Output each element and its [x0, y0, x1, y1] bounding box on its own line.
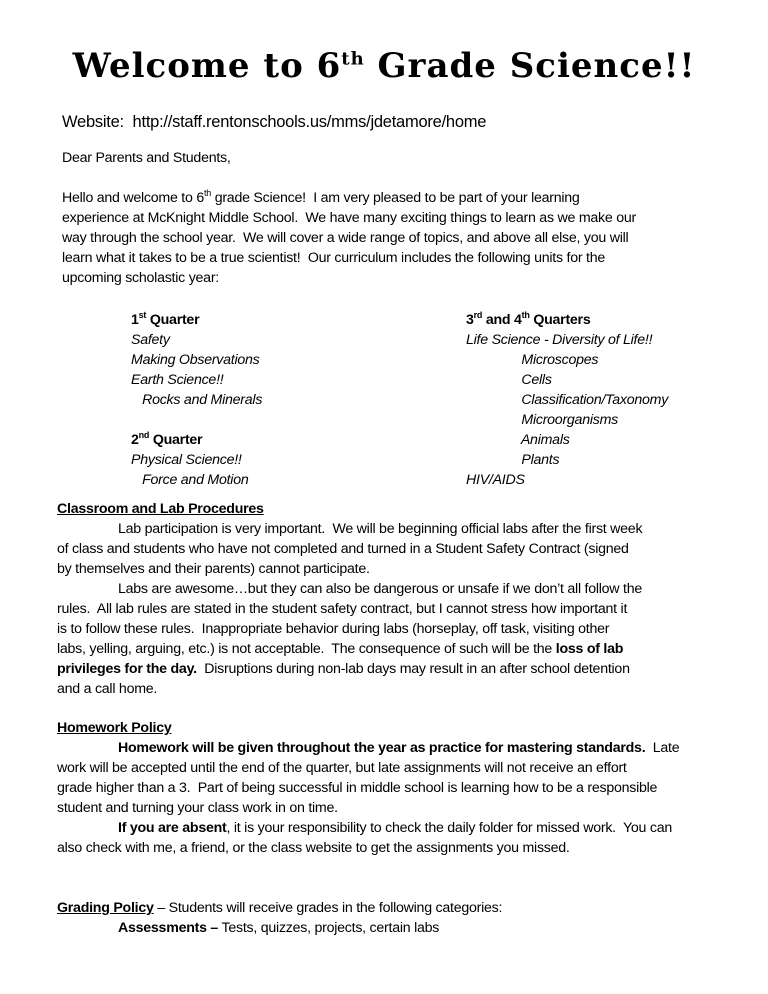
text-run: 1	[131, 312, 139, 328]
text-line	[57, 539, 642, 559]
text-line	[62, 248, 636, 268]
text-run: HIV/AIDS	[466, 472, 525, 488]
title-superscript: th	[341, 48, 365, 70]
text-run: rules. All lab rules are stated in the student safety contract, but I cannot stress how important it	[57, 601, 628, 617]
text-run: Plants	[466, 452, 560, 468]
text-line	[131, 350, 262, 370]
text-run: Cells	[466, 372, 552, 388]
text-run: Tests, quizzes, projects, certain labs	[218, 920, 440, 936]
section-heading: Grading Policy	[57, 900, 154, 916]
text-run: Website: http://staff.rentonschools.us/mms/jdetamore/home	[62, 113, 487, 131]
text-run: privileges for the day.	[57, 661, 197, 677]
text-line	[57, 838, 679, 858]
text-line	[131, 450, 262, 470]
text-line	[57, 918, 502, 938]
text-run: Quarter	[146, 312, 200, 328]
text-line	[57, 559, 642, 579]
text-run: Assessments –	[118, 920, 219, 936]
text-run: Rocks and Minerals	[131, 392, 263, 408]
text-run: nd	[138, 430, 150, 440]
text-line	[131, 390, 262, 410]
text-run: If you are absent	[118, 820, 227, 836]
text-line	[62, 112, 486, 132]
text-line	[62, 148, 231, 168]
text-run: experience at McKnight Middle School. We have many exciting things to learn as we make our	[62, 210, 636, 226]
text-line	[466, 410, 668, 430]
text-run: labs, yelling, arguing, etc.) is not acceptable. The consequence of such will be the	[57, 641, 556, 657]
text-line	[466, 330, 668, 350]
text-run: th	[203, 188, 211, 198]
text-line	[131, 470, 262, 490]
homework-policy-section	[57, 718, 679, 858]
text-line	[466, 450, 668, 470]
text-line	[62, 208, 636, 228]
website-line	[62, 112, 486, 132]
text-line	[57, 619, 642, 639]
text-run: and a call home.	[57, 681, 158, 697]
units-right-column	[466, 310, 668, 490]
text-run: upcoming scholastic year:	[62, 270, 219, 286]
text-line	[466, 350, 668, 370]
text-line	[57, 798, 679, 818]
greeting	[62, 148, 231, 168]
text-run: Homework will be given throughout the year as practice for mastering standards.	[118, 740, 646, 756]
text-run: Labs are awesome…but they can also be dangerous or unsafe if we don’t all follow the	[118, 581, 642, 597]
section-heading: Classroom and Lab Procedures	[57, 501, 264, 517]
text-line	[57, 639, 642, 659]
text-run: of class and students who have not completed and turned in a Student Safety Contract (signed	[57, 541, 629, 557]
text-line	[131, 430, 262, 450]
text-line	[466, 430, 668, 450]
text-run: student and turning your class work in on time.	[57, 800, 338, 816]
text-run: Microorganisms	[466, 412, 618, 428]
text-run: and 4	[482, 312, 522, 328]
text-run: Making Observations	[131, 352, 260, 368]
title-text: Welcome to 6	[72, 46, 342, 86]
text-line	[131, 330, 262, 350]
text-line	[57, 499, 642, 519]
text-run: loss of lab	[555, 641, 624, 657]
text-run: Quarter	[149, 432, 203, 448]
text-run: th	[521, 310, 530, 320]
text-line	[57, 738, 679, 758]
text-line	[57, 519, 642, 539]
text-run: also check with me, a friend, or the class website to get the assignments you missed.	[57, 840, 570, 856]
text-line	[62, 188, 636, 208]
text-line	[57, 718, 679, 738]
text-line	[57, 778, 679, 798]
text-line	[466, 390, 668, 410]
text-run: Safety	[131, 332, 170, 348]
text-line	[131, 370, 262, 390]
text-run: rd	[473, 310, 483, 320]
units-left-column	[131, 310, 262, 490]
text-run: learn what it takes to be a true scientist! Our curriculum includes the following units for the	[62, 250, 605, 266]
text-line	[57, 758, 679, 778]
text-run: Microscopes	[466, 352, 599, 368]
text-line	[57, 898, 502, 918]
text-line	[57, 579, 642, 599]
text-run: Animals	[466, 432, 570, 448]
text-run: is to follow these rules. Inappropriate behavior during labs (horseplay, off task, visiting other	[57, 621, 610, 637]
section-heading: Homework Policy	[57, 720, 172, 736]
text-run: Earth Science!!	[131, 372, 224, 388]
text-run: Lab participation is very important. We will be beginning official labs after the first week	[118, 521, 643, 537]
lab-procedures-section	[57, 499, 642, 699]
text-run: Hello and welcome to 6	[62, 190, 204, 206]
text-line	[131, 310, 262, 330]
text-run: – Students will receive grades in the following categories:	[153, 900, 503, 916]
text-run: work will be accepted until the end of the quarter, but late assignments will not receive an effort	[57, 760, 627, 776]
text-line	[57, 659, 642, 679]
text-run: , it is your responsibility to check the daily folder for missed work. You can	[226, 820, 672, 836]
text-line	[466, 310, 668, 330]
page-title	[0, 46, 768, 86]
text-run: grade Science! I am very pleased to be part of your learning	[211, 190, 580, 206]
text-line	[466, 470, 668, 490]
text-line	[131, 410, 262, 430]
text-run: Dear Parents and Students,	[62, 150, 231, 166]
text-line	[62, 268, 636, 288]
text-run: Physical Science!!	[131, 452, 242, 468]
text-line	[62, 228, 636, 248]
text-run: Classification/Taxonomy	[466, 392, 669, 408]
text-run: Disruptions during non-lab days may result in an after school detention	[196, 661, 630, 677]
text-run: Quarters	[529, 312, 591, 328]
text-run: 3	[466, 312, 474, 328]
text-run: Life Science - Diversity of Life!!	[466, 332, 653, 348]
text-run: Force and Motion	[131, 472, 249, 488]
intro-paragraph	[62, 188, 636, 288]
title-text-end: Grade Science!!	[364, 46, 696, 86]
text-run: grade higher than a 3. Part of being successful in middle school is learning how to be a responsible	[57, 780, 658, 796]
text-line	[57, 599, 642, 619]
grading-policy-section	[57, 898, 502, 938]
text-run: 2	[131, 432, 139, 448]
text-run: st	[138, 310, 147, 320]
text-line	[57, 818, 679, 838]
text-run: by themselves and their parents) cannot participate.	[57, 561, 370, 577]
text-line	[466, 370, 668, 390]
text-run: Late	[645, 740, 680, 756]
text-run: way through the school year. We will cover a wide range of topics, and above all else, you will	[62, 230, 629, 246]
text-line	[57, 679, 642, 699]
